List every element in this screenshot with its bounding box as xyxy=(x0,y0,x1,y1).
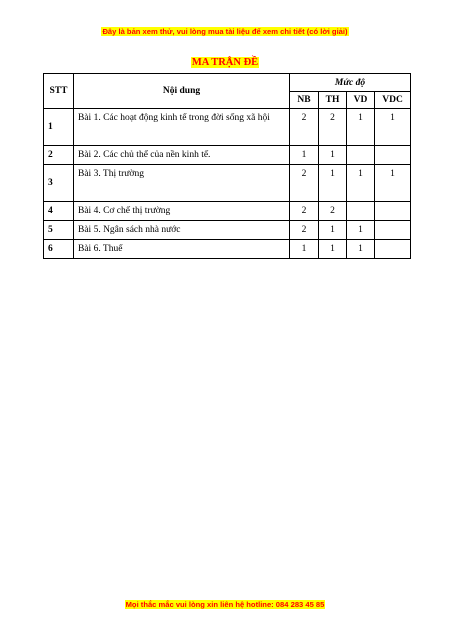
row-content: Bài 5. Ngân sách nhà nước xyxy=(74,221,290,240)
row-vdc xyxy=(375,240,411,259)
row-th: 2 xyxy=(319,109,347,146)
row-stt: 6 xyxy=(44,240,74,259)
row-vdc xyxy=(375,146,411,165)
row-th: 1 xyxy=(319,240,347,259)
row-vdc: 1 xyxy=(375,165,411,202)
row-vdc: 1 xyxy=(375,109,411,146)
header-stt: STT xyxy=(44,74,74,109)
page-title xyxy=(0,57,450,69)
row-vd: 1 xyxy=(347,221,375,240)
row-nb: 2 xyxy=(290,109,319,146)
header-content: Nội dung xyxy=(74,74,290,109)
table-row xyxy=(44,202,411,221)
row-vd xyxy=(347,146,375,165)
row-vd: 1 xyxy=(347,165,375,202)
row-stt: 4 xyxy=(44,202,74,221)
row-content: Bài 2. Các chủ thể của nền kinh tế. xyxy=(74,146,290,165)
row-vd xyxy=(347,202,375,221)
row-th: 2 xyxy=(319,202,347,221)
row-content: Bài 1. Các hoạt động kinh tế trong đời sống xã hội xyxy=(74,109,290,146)
header-level-th: TH xyxy=(319,92,347,109)
row-nb: 2 xyxy=(290,221,319,240)
table-row xyxy=(44,165,411,202)
table-row xyxy=(44,146,411,165)
page-title-text: MA TRẬN ĐỀ xyxy=(191,57,259,68)
row-content: Bài 3. Thị trường xyxy=(74,165,290,202)
table-row xyxy=(44,240,411,259)
header-level: Mức độ xyxy=(290,74,411,92)
header-level-vd: VD xyxy=(347,92,375,109)
hotline-banner xyxy=(0,600,450,609)
row-content: Bài 4. Cơ chế thị trường xyxy=(74,202,290,221)
row-th: 1 xyxy=(319,221,347,240)
row-stt: 3 xyxy=(44,165,74,202)
row-vdc xyxy=(375,221,411,240)
hotline-text: Mọi thắc mắc vui lòng xin liên hệ hotline: 084 283 45 85 xyxy=(125,600,325,609)
table-row xyxy=(44,221,411,240)
row-nb: 1 xyxy=(290,146,319,165)
row-content: Bài 6. Thuế xyxy=(74,240,290,259)
header-level-nb: NB xyxy=(290,92,319,109)
row-stt: 1 xyxy=(44,109,74,146)
row-nb: 2 xyxy=(290,165,319,202)
row-th: 1 xyxy=(319,146,347,165)
row-nb: 2 xyxy=(290,202,319,221)
table-row xyxy=(44,109,411,146)
preview-notice-banner xyxy=(0,27,450,36)
table-header-row xyxy=(44,74,411,92)
row-stt: 2 xyxy=(44,146,74,165)
row-th: 1 xyxy=(319,165,347,202)
row-stt: 5 xyxy=(44,221,74,240)
row-vd: 1 xyxy=(347,109,375,146)
row-vdc xyxy=(375,202,411,221)
preview-notice-text: Đây là bản xem thử, vui lòng mua tài liệu để xem chi tiết (có lời giải) xyxy=(102,27,348,36)
header-level-vdc: VDC xyxy=(375,92,411,109)
exam-matrix-table xyxy=(43,73,411,259)
row-nb: 1 xyxy=(290,240,319,259)
row-vd: 1 xyxy=(347,240,375,259)
